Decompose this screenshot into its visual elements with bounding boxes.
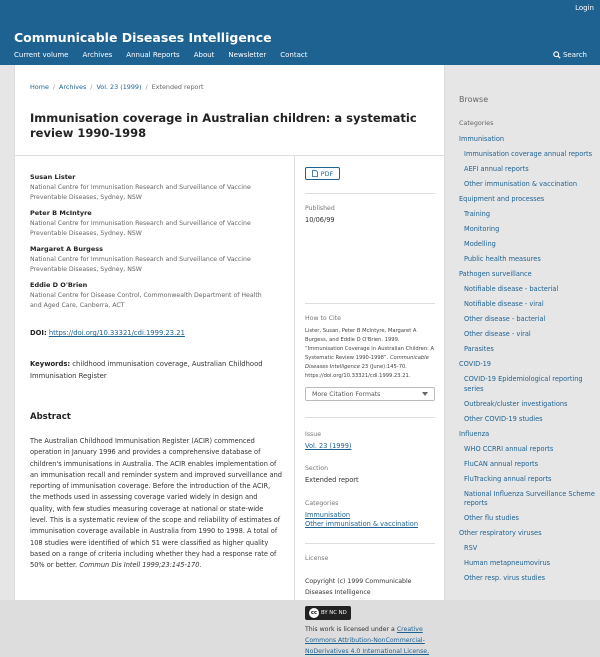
cite-label: How to Cite <box>305 315 341 322</box>
nav-contact[interactable]: Contact <box>280 51 308 59</box>
doi <box>30 329 185 337</box>
sidebar-category-item <box>459 210 597 220</box>
sidebar-category-item <box>459 430 597 440</box>
sidebar-category-link[interactable]: Other immunisation & vaccination <box>464 180 578 188</box>
sidebar-category-link[interactable]: Human metapneumovirus <box>464 559 551 567</box>
license-link[interactable]: Creative Commons Attribution-NonCommercial-NoDerivatives 4.0 International License. <box>305 626 430 655</box>
sidebar-category-link[interactable]: COVID-19 <box>459 360 491 368</box>
author-affiliation: National Centre for Immunisation Research and Surveillance of Vaccine Preventable Diseases, Sydney, NSW <box>30 256 251 273</box>
license-section <box>305 555 435 657</box>
divider <box>305 303 435 304</box>
nav-archives[interactable]: Archives <box>82 51 113 59</box>
sidebar-category-item <box>459 135 597 145</box>
author-item <box>30 209 275 238</box>
author-name: Margaret A Burgess <box>30 245 103 253</box>
nav-current-volume[interactable]: Current volume <box>14 51 69 59</box>
abstract-citation: Commun Dis Intell 1999;23:145-170. <box>79 561 202 570</box>
categories-label: Categories <box>305 500 339 507</box>
pdf-label: PDF <box>320 169 334 178</box>
sidebar-category-link[interactable]: AEFI annual reports <box>464 165 529 173</box>
sidebar-category-item <box>459 529 597 539</box>
divider <box>305 417 435 418</box>
sidebar-category-link[interactable]: Modelling <box>464 240 496 248</box>
category-link[interactable]: Immunisation <box>305 511 351 519</box>
citation-text <box>305 327 435 381</box>
pdf-button[interactable] <box>305 167 340 180</box>
sidebar-category-link[interactable]: Other respiratory viruses <box>459 529 542 537</box>
chevron-down-icon <box>422 392 428 396</box>
sidebar-category-link[interactable]: Other flu studies <box>464 514 519 522</box>
sidebar-category-link[interactable]: Other COVID-19 studies <box>464 414 543 423</box>
sidebar-category-link[interactable]: Equipment and processes <box>459 195 545 203</box>
sidebar-category-link[interactable]: COVID-19 Epidemiological reporting series <box>464 375 583 393</box>
sidebar <box>445 65 600 600</box>
sidebar-category-link[interactable]: Notifiable disease - viral <box>464 300 544 308</box>
sidebar-category-item <box>459 559 597 569</box>
nav-about[interactable]: About <box>193 51 215 59</box>
breadcrumb <box>30 83 204 91</box>
cc-license-badge[interactable] <box>305 606 351 620</box>
breadcrumb-separator: / <box>52 83 56 91</box>
sidebar-category-item <box>459 445 597 455</box>
sidebar-category-item <box>459 490 597 509</box>
section-label: Section <box>305 465 328 472</box>
keywords <box>30 358 270 382</box>
breadcrumb-home[interactable]: Home <box>30 83 49 91</box>
categories-heading: Categories <box>459 119 494 127</box>
sidebar-category-link[interactable]: FluCAN annual reports <box>464 459 539 468</box>
doi-link[interactable]: https://doi.org/10.33321/cdi.1999.23.21 <box>48 329 185 337</box>
column-divider <box>294 155 295 600</box>
sidebar-category-item <box>459 285 597 295</box>
categories-section <box>305 500 435 529</box>
author-name: Susan Lister <box>30 173 76 181</box>
sidebar-category-link[interactable]: Outbreak/cluster investigations <box>464 399 568 408</box>
section-value: Extended report <box>305 476 359 484</box>
license-label: License <box>305 555 329 562</box>
sidebar-category-link[interactable]: National Influenza Surveillance Scheme reports <box>464 489 595 507</box>
breadcrumb-separator: / <box>145 83 148 91</box>
author-item <box>30 173 275 202</box>
author-affiliation: National Centre for Immunisation Research and Surveillance of Vaccine Preventable Diseases, Sydney, NSW <box>30 220 251 237</box>
sidebar-category-item <box>459 345 597 355</box>
author-name: Eddie D O'Brien <box>30 281 88 289</box>
categories-value <box>305 511 435 529</box>
divider <box>15 155 444 156</box>
author-item <box>30 245 275 274</box>
sidebar-category-link[interactable]: Monitoring <box>464 225 500 233</box>
sidebar-category-item <box>459 165 597 175</box>
sidebar-category-link[interactable]: Other resp. virus studies <box>464 574 546 582</box>
sidebar-category-item <box>459 360 597 370</box>
main-nav <box>14 51 308 59</box>
sidebar-category-item <box>459 315 597 325</box>
copyright: Copyright (c) 1999 Communicable Diseases Intelligence <box>305 578 412 596</box>
sidebar-category-link[interactable]: Public health measures <box>464 255 541 263</box>
citation-formats-label: More Citation Formats <box>312 390 381 398</box>
article-title: Immunisation coverage in Australian children: a systematic review 1990-1998 <box>30 111 417 140</box>
author-affiliation: National Centre for Disease Control, Commonwealth Department of Health and Aged Care, Canberra, ACT <box>30 292 262 309</box>
sidebar-category-link[interactable]: Pathogen surveillance <box>459 270 532 278</box>
site-title[interactable]: Communicable Diseases Intelligence <box>14 30 272 45</box>
nav-annual-reports[interactable]: Annual Reports <box>126 51 180 59</box>
sidebar-category-item <box>459 514 597 524</box>
divider <box>305 193 435 194</box>
abstract-heading: Abstract <box>30 412 71 422</box>
sidebar-category-item <box>459 574 597 584</box>
sidebar-category-item <box>459 150 597 160</box>
pdf-file-icon <box>312 170 318 177</box>
sidebar-category-link[interactable]: Influenza <box>459 429 490 438</box>
sidebar-category-link[interactable]: Other disease - viral <box>464 330 531 338</box>
sidebar-category-item <box>459 400 597 410</box>
keywords-value: childhood immunisation coverage, Australian Childhood Immunisation Register <box>30 360 263 380</box>
sidebar-category-item <box>459 195 597 205</box>
browse-heading: Browse <box>459 95 489 104</box>
sidebar-category-item <box>459 270 597 280</box>
site-header <box>0 0 600 65</box>
sidebar-category-item <box>459 240 597 250</box>
sidebar-category-item <box>459 255 597 265</box>
login-link[interactable]: Login <box>575 4 594 12</box>
sidebar-category-item <box>459 460 597 470</box>
issue-label: Issue <box>305 431 322 438</box>
section-section <box>305 465 435 485</box>
divider <box>305 543 435 544</box>
creative-commons-icon: cc <box>309 608 319 618</box>
issue-value <box>305 442 435 451</box>
citation-formats-dropdown[interactable] <box>305 387 435 401</box>
author-affiliation: National Centre for Immunisation Research and Surveillance of Vaccine Preventable Diseases, Sydney, NSW <box>30 184 251 201</box>
keywords-label: Keywords: <box>30 360 71 368</box>
sidebar-category-item <box>459 475 597 485</box>
sidebar-category-item <box>459 375 597 394</box>
license-prefix: This work is licensed under a <box>305 626 395 633</box>
published-label: Published <box>305 205 335 212</box>
citation-rest: 23 (June):145-70. https://doi.org/10.33321/cdi.1999.23.21. <box>305 364 411 379</box>
issue-link[interactable]: Vol. 23 (1999) <box>305 442 352 450</box>
published-section <box>305 205 435 225</box>
sidebar-category-item <box>459 225 597 235</box>
sidebar-category-item <box>459 300 597 310</box>
abstract-text: The Australian Childhood Immunisation Register (ACIR) commenced operation in January 1996 and provides a comprehensive database of children's immunisations in Australia. The ACIR enables implementation of an immunisation recall and reminder system and improved surveillance and reporting of immunisation coverage. Before the introduction of the ACIR, the methods used in assessing coverage varied widely in design and quality, with few studies measuring coverage at national or state-wide level. This is a systematic review of the scope and reliability of estimates of immunisation coverage available in Australia from 1990 to 1998. A total of 108 studies were identified of which 51 were classified as higher quality based on a range of criteria including whether they had a response rate of 50% or better. <box>30 437 282 570</box>
sidebar-category-link[interactable]: Parasites <box>464 345 494 353</box>
search-icon <box>553 51 561 59</box>
breadcrumb-volume[interactable]: Vol. 23 (1999) <box>96 83 142 91</box>
sidebar-category-item <box>459 180 597 190</box>
search-label: Search <box>562 51 587 59</box>
sidebar-category-item <box>459 330 597 340</box>
sidebar-category-link[interactable]: Notifiable disease - bacterial <box>464 285 559 293</box>
citation-journal: Communicable Diseases Intelligence <box>305 355 429 370</box>
breadcrumb-current: Extended report <box>151 83 204 91</box>
sidebar-category-link[interactable]: Training <box>464 210 491 218</box>
breadcrumb-archives[interactable]: Archives <box>59 83 87 91</box>
citation-body: Lister, Susan, Peter B McIntyre, Margaret A Burgess, and Eddie D O'Brien. 1999. “Immunisation Coverage in Australian Children: A Systematic Review 1990-1998”. <box>305 328 435 361</box>
how-to-cite-section <box>305 315 435 401</box>
breadcrumb-separator: / <box>90 83 93 91</box>
nav-newsletter[interactable]: Newsletter <box>228 51 267 59</box>
doi-label: DOI: <box>30 329 47 337</box>
main-content <box>14 65 445 655</box>
category-list <box>459 135 597 589</box>
sidebar-category-item <box>459 544 597 554</box>
author-item <box>30 281 275 310</box>
cc-badge-text: BY NC ND <box>321 610 347 616</box>
author-list <box>30 173 275 317</box>
category-link[interactable]: Other immunisation & vaccination <box>305 520 419 528</box>
sidebar-category-link[interactable]: Other disease - bacterial <box>464 315 546 323</box>
sidebar-category-item <box>459 415 597 425</box>
published-date: 10/06/99 <box>305 216 335 224</box>
author-name: Peter B McIntyre <box>30 209 92 217</box>
sidebar-category-link[interactable]: RSV <box>464 544 478 552</box>
sidebar-category-link[interactable]: Immunisation coverage annual reports <box>464 150 593 158</box>
sidebar-category-link[interactable]: WHO CCRRI annual reports <box>464 444 554 453</box>
search-link[interactable] <box>553 51 587 59</box>
abstract <box>30 436 282 572</box>
issue-section <box>305 431 435 451</box>
sidebar-category-link[interactable]: Immunisation <box>459 135 505 143</box>
license-text <box>305 624 435 657</box>
sidebar-category-link[interactable]: FluTracking annual reports <box>464 474 552 483</box>
